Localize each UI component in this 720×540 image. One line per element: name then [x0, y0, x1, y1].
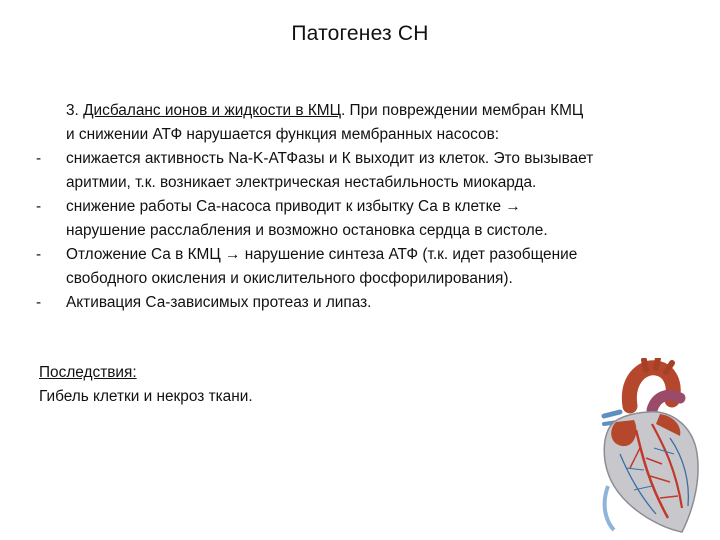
bullet-line: свободного окисления и окислительного фосфорилирования). [66, 270, 513, 287]
section-heading: Дисбаланс ионов и жидкости в КМЦ [83, 102, 341, 119]
bullet-item [36, 243, 706, 291]
consequences [39, 361, 253, 409]
bullet-item [36, 195, 706, 243]
intro-line-2: и снижении АТФ нарушается функция мембранных насосов: [66, 126, 500, 143]
bullet-dash: - [36, 150, 42, 167]
bullet-item [36, 147, 706, 195]
bullet-dash: - [36, 198, 42, 215]
consequences-heading: Последствия: [39, 364, 137, 381]
consequences-text: Гибель клетки и некроз ткани. [39, 388, 253, 405]
bullet-item [36, 291, 706, 315]
page-title: Патогенез СН [291, 22, 429, 45]
bullet-line: снижение работы Са-насоса приводит к избытку Са в клетке → [66, 198, 521, 215]
main-text [36, 99, 706, 315]
section-number: 3. [66, 102, 84, 119]
bullet-dash: - [36, 294, 42, 311]
bullet-line: Активация Са-зависимых протеаз и липаз. [66, 294, 372, 311]
intro-line-1 [66, 99, 706, 123]
intro-rest: . При повреждении мембран КМЦ [341, 102, 584, 119]
heart-illustration [590, 358, 705, 533]
bullet-line: Отложение Са в КМЦ → нарушение синтеза АТФ (т.к. идет разобщение [66, 246, 578, 263]
bullet-line: нарушение расслабления и возможно остановка сердца в систоле. [66, 222, 548, 239]
bullet-line: снижается активность Na-K-АТФазы и К выходит из клеток. Это вызывает [66, 150, 594, 167]
bullet-line: аритмии, т.к. возникает электрическая нестабильность миокарда. [66, 174, 537, 191]
bullet-dash: - [36, 246, 42, 263]
